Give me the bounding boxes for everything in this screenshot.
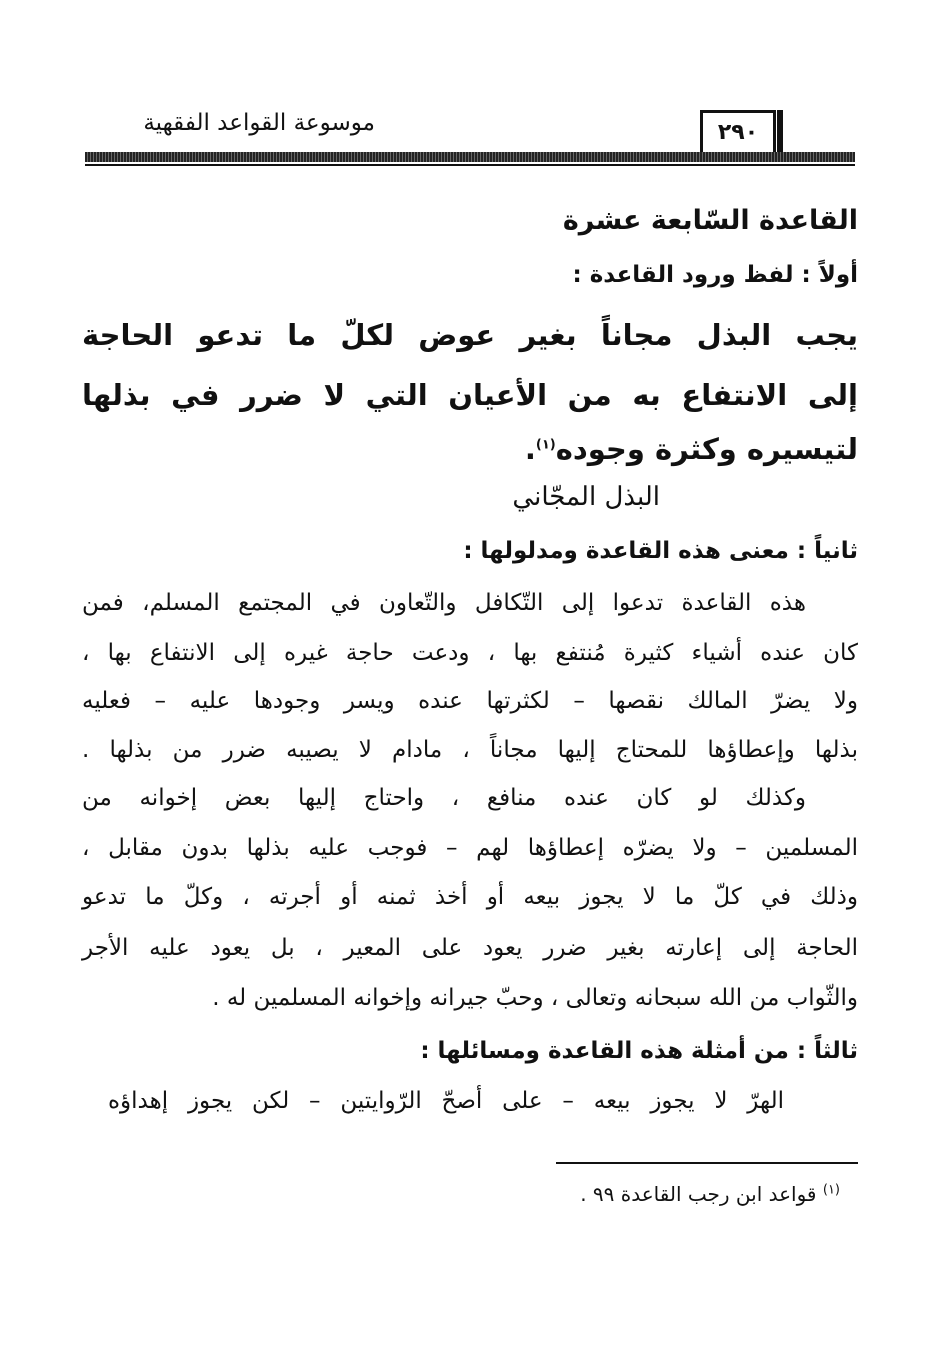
body-line-4: بذلها وإعطاؤها للمحتاج إليها مجاناً ، مادام لا يصيبه ضرر من بذلها . bbox=[82, 737, 858, 763]
page-header bbox=[85, 104, 855, 164]
body-line-7: وذلك في كلّ ما لا يجوز بيعه أو أخذ ثمنه أو أجرته ، وكلّ ما تدعو bbox=[82, 884, 858, 910]
section1-title: أولاً : لفظ ورود القاعدة : bbox=[572, 262, 858, 288]
body-line-3: ولا يضرّ المالك نقصها – لكثرتها عنده ويسر وجودها عليه – فعليه bbox=[82, 688, 858, 714]
footnote-number: (١) bbox=[822, 1182, 840, 1198]
rule-line-1: يجب البذل مجاناً بغير عوض لكلّ ما تدعو الحاجة bbox=[82, 318, 858, 352]
rule-line-3 bbox=[525, 432, 858, 466]
rule-line-2: إلى الانتفاع به من الأعيان التي لا ضرر في بذلها bbox=[82, 378, 858, 412]
footnote-rule bbox=[556, 1162, 858, 1164]
body-line-1: هذه القاعدة تدعوا إلى التّكافل والتّعاون في المجتمع المسلم، فمن bbox=[82, 590, 806, 616]
section3-title: ثالثاً : من أمثلة هذه القاعدة ومسائلها : bbox=[420, 1038, 858, 1064]
page-number: ٢٩٠ bbox=[700, 110, 776, 152]
footnote-mark: (١) bbox=[535, 437, 556, 453]
header-rule bbox=[85, 152, 855, 162]
margin-note: البذل المجّاني bbox=[512, 482, 660, 512]
example-line-1: الهرّ لا يجوز بيعه – على أصحّ الرّوايتين – لكن يجوز إهداؤه bbox=[108, 1088, 784, 1114]
rule-line-3-end: . bbox=[524, 432, 536, 466]
body-line-9: والثّواب من الله سبحانه وتعالى ، وحبّ جيرانه وإخوانه المسلمين له . bbox=[212, 985, 858, 1011]
body-line-2: كان عنده أشياء كثيرة مُنتفع بها ، ودعت حاجة غيره إلى الانتفاع بها ، bbox=[82, 640, 858, 666]
body-line-6: المسلمين – ولا يضرّه إعطاؤها لهم – فوجب عليه بذلها بدون مقابل ، bbox=[82, 835, 858, 861]
header-rule-thin bbox=[85, 164, 855, 166]
rule-heading: القاعدة السّابعة عشرة bbox=[562, 205, 858, 236]
footnote bbox=[580, 1182, 840, 1206]
rule-line-3-text: لتيسيره وكثرة وجوده bbox=[555, 432, 858, 466]
section2-title: ثانياً : معنى هذه القاعدة ومدلولها : bbox=[463, 538, 858, 564]
body-line-5: وكذلك لو كان عنده منافع ، واحتاج إليها بعض إخوانه من bbox=[82, 785, 806, 811]
body-line-8: الحاجة إلى إعارته بغير ضرر يعود على المعير ، بل يعود عليه الأجر bbox=[82, 935, 858, 961]
book-title: موسوعة القواعد الفقهية bbox=[143, 110, 375, 136]
footnote-text: قواعد ابن رجب القاعدة ٩٩ . bbox=[580, 1182, 817, 1206]
